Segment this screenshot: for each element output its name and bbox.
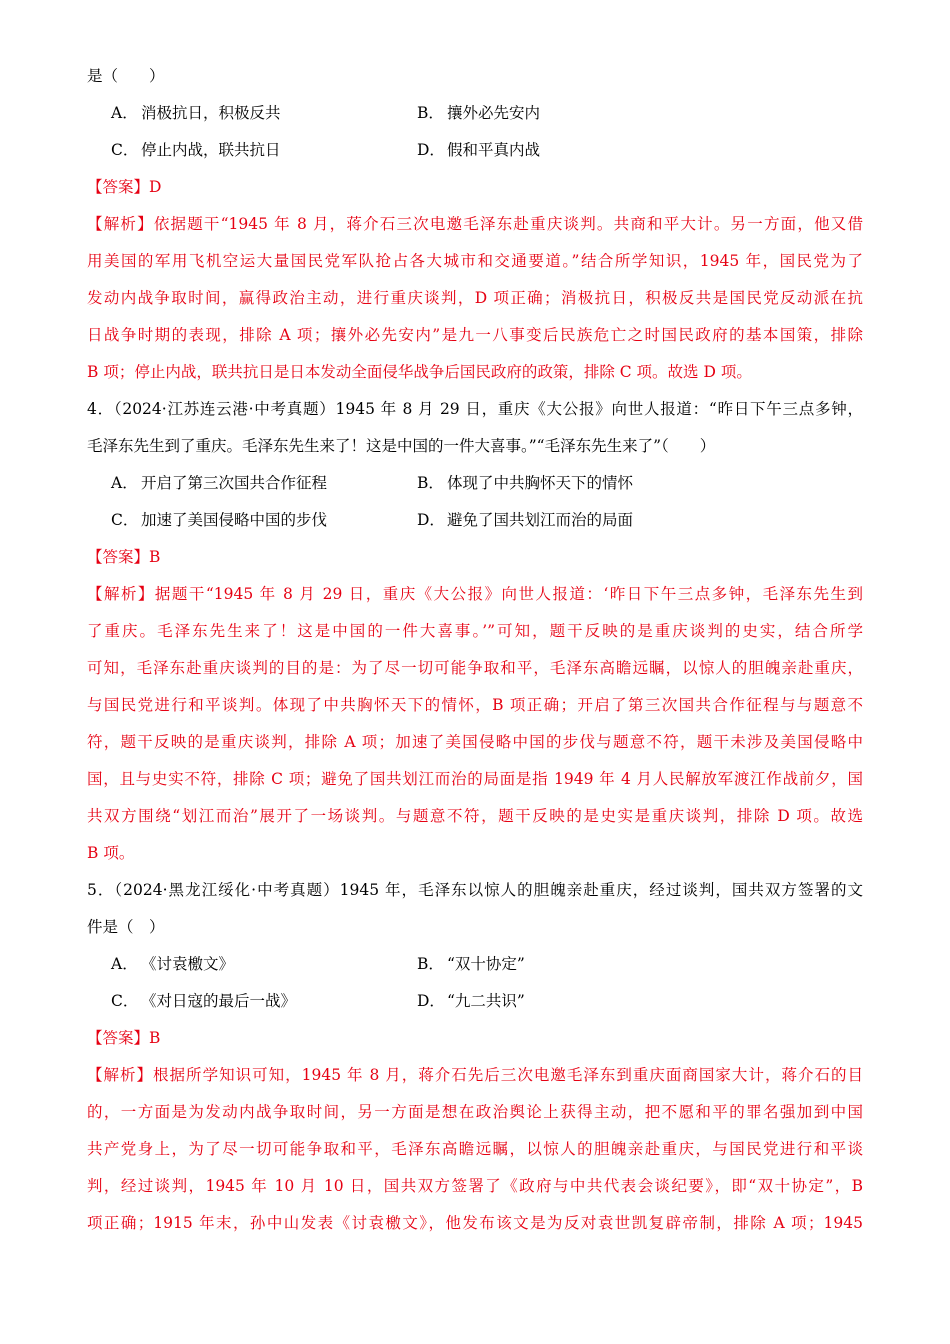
q5-analysis-line: 判，经过谈判，1945 年 10 月 10 日，国共双方签署了《政府与中共代表会谈纪要》，即“双十协定”，B: [87, 1177, 863, 1195]
q5-options-row-2: [87, 983, 863, 1020]
q4-analysis-line: 与国民党进行和平谈判。体现了中共胸怀天下的情怀，B 项正确；开启了第三次国共合作征程与与题意不: [87, 696, 863, 714]
q4-analysis-line: B 项。: [87, 844, 135, 862]
q3-analysis-line: 用美国的军用飞机空运大量国民党军队抢占各大城市和交通要道。”结合所学知识，1945 年，国民党为了: [87, 252, 863, 270]
q5-options-row-1: [87, 946, 863, 983]
q4-options-row-1: [87, 465, 863, 502]
q5-stem-line: 5．（2024·黑龙江绥化·中考真题）1945 年，毛泽东以惊人的胆魄亲赴重庆，经过谈判，国共双方签署的文: [87, 881, 863, 899]
q3-analysis: [87, 206, 863, 391]
q3-stem-tail: 是（ ）: [87, 67, 165, 85]
q4-analysis-line: 国，且与史实不符，排除 C 项；避免了国共划江而治的局面是指 1949 年 4 月人民解放军渡江作战前夕，国: [87, 770, 863, 788]
q5-analysis-line: 的，一方面是为发动内战争取时间，另一方面是想在政治舆论上获得主动，把不愿和平的罪名强加到中国: [87, 1103, 863, 1121]
q4-analysis: [87, 576, 863, 872]
q3-analysis-line: 发动内战争取时间，赢得政治主动，进行重庆谈判，D 项正确；消极抗日，积极反共是国民党反动派在抗: [87, 289, 863, 307]
q3-options-row-2: [87, 132, 863, 169]
q5-option-a: A． 《讨袁檄文》: [111, 955, 235, 973]
q4-option-b: B． 体现了中共胸怀天下的情怀: [417, 474, 634, 492]
q4-analysis-line: 【解析】据题干“1945 年 8 月 29 日，重庆《大公报》向世人报道：‘昨日下午三点多钟，毛泽东先生到: [87, 585, 863, 603]
q5-analysis-line: 项正确；1915 年末，孙中山发表《讨袁檄文》，他发布该文是为反对袁世凯复辟帝制，排除 A 项；1945: [87, 1214, 863, 1232]
q3-option-d: D． 假和平真内战: [417, 141, 541, 159]
q5-stem-line: 件是（ ）: [87, 918, 165, 936]
q4-stem-line: 4．（2024·江苏连云港·中考真题）1945 年 8 月 29 日，重庆《大公报》向世人报道：“昨日下午三点多钟，: [87, 400, 863, 418]
q4-stem: [87, 391, 863, 465]
q4-analysis-line: 了重庆。毛泽东先生来了！这是中国的一件大喜事。’”可知，题干反映的是重庆谈判的史实，结合所学: [87, 622, 863, 640]
q4-stem-line: 毛泽东先生到了重庆。毛泽东先生来了！这是中国的一件大喜事。”“毛泽东先生来了”（ ）: [87, 437, 716, 455]
q5-answer: 【答案】B: [87, 1029, 161, 1047]
q3-option-a: A． 消极抗日，积极反共: [111, 104, 281, 122]
q3-options-row-1: [87, 95, 863, 132]
q3-analysis-line: 【解析】依据题干“1945 年 8 月，蒋介石三次电邀毛泽东赴重庆谈判。共商和平大计。另一方面，他又借: [87, 215, 863, 233]
q4-options-row-2: [87, 502, 863, 539]
q4-analysis-line: 可知，毛泽东赴重庆谈判的目的是：为了尽一切可能争取和平，毛泽东高瞻远瞩，以惊人的胆魄亲赴重庆，: [87, 659, 863, 677]
q5-option-d: D． “九二共识”: [417, 992, 525, 1010]
q3-answer: 【答案】D: [87, 178, 162, 196]
q4-option-d: D． 避免了国共划江而治的局面: [417, 511, 634, 529]
document-page: [87, 58, 863, 1242]
q5-analysis-line: 【解析】根据所学知识可知，1945 年 8 月，蒋介石先后三次电邀毛泽东到重庆面商国家大计，蒋介石的目: [87, 1066, 863, 1084]
q5-option-c: C． 《对日寇的最后一战》: [111, 992, 297, 1010]
q4-option-a: A． 开启了第三次国共合作征程: [111, 474, 328, 492]
q3-analysis-line: B 项；停止内战，联共抗日是日本发动全面侵华战争后国民政府的政策，排除 C 项。故选 D 项。: [87, 363, 752, 381]
q4-analysis-line: 符，题干反映的是重庆谈判，排除 A 项；加速了美国侵略中国的步伐与题意不符，题干未涉及美国侵略中: [87, 733, 863, 751]
q5-analysis-line: 共产党身上，为了尽一切可能争取和平，毛泽东高瞻远瞩，以惊人的胆魄亲赴重庆，与国民党进行和平谈: [87, 1140, 863, 1158]
q5-option-b: B． “双十协定”: [417, 955, 525, 973]
q4-analysis-line: 共双方围绕“划江而治”展开了一场谈判。与题意不符，题干反映的是史实是重庆谈判，排除 D 项。故选: [87, 807, 863, 825]
q4-option-c: C． 加速了美国侵略中国的步伐: [111, 511, 328, 529]
q5-stem: [87, 872, 863, 946]
q4-answer: 【答案】B: [87, 548, 161, 566]
q3-option-c: C． 停止内战，联共抗日: [111, 141, 281, 159]
q5-analysis: [87, 1057, 863, 1242]
q3-option-b: B． 攘外必先安内: [417, 104, 541, 122]
q3-analysis-line: 日战争时期的表现，排除 A 项；攘外必先安内”是九一八事变后民族危亡之时国民政府的基本国策，排除: [87, 326, 863, 344]
